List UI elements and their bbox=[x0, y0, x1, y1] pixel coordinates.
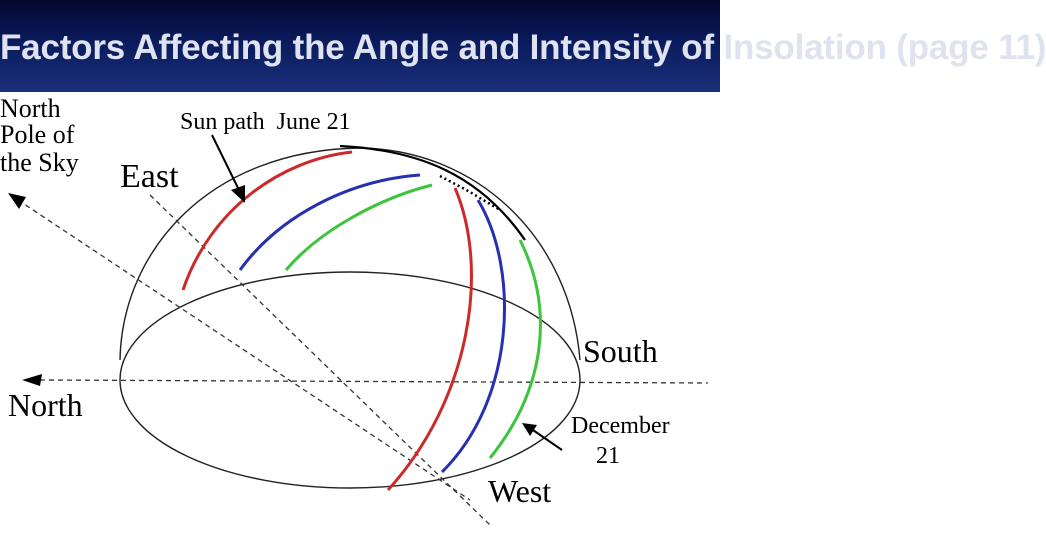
north-pole-label-line1: North bbox=[0, 94, 61, 123]
north-label: North bbox=[8, 387, 83, 423]
sun-path-svg bbox=[0, 92, 720, 540]
pole-axis-line bbox=[18, 200, 470, 500]
june-sun-path bbox=[183, 152, 352, 290]
sun-path-pointer-head bbox=[231, 185, 245, 203]
dome-outline bbox=[120, 148, 580, 360]
east-west-axis-line bbox=[150, 195, 490, 525]
north-south-axis-line bbox=[40, 380, 708, 383]
sun-path-june-label: Sun path June 21 bbox=[180, 109, 351, 135]
slide-header bbox=[0, 0, 1046, 92]
sun-path-diagram bbox=[0, 92, 720, 540]
equinox-sun-path-descending bbox=[442, 200, 505, 472]
horizon-ellipse bbox=[120, 272, 580, 488]
sun-path-pointer-line bbox=[212, 135, 240, 192]
december-pointer-line bbox=[530, 428, 562, 450]
pole-axis-arrowhead bbox=[8, 193, 26, 209]
east-label: East bbox=[120, 158, 179, 195]
equinox-sun-path bbox=[240, 175, 420, 270]
north-pole-label-line3: the Sky bbox=[0, 148, 79, 177]
west-label: West bbox=[488, 473, 552, 509]
december-label-line2: 21 bbox=[596, 443, 620, 469]
south-label: South bbox=[583, 333, 658, 369]
north-pole-label-line2: Pole of bbox=[0, 120, 75, 149]
north-axis-arrowhead bbox=[22, 374, 42, 386]
december-sun-path bbox=[286, 185, 432, 270]
december-label-line1: December bbox=[571, 413, 670, 439]
june-sun-path-descending bbox=[388, 188, 471, 490]
december-pointer-head bbox=[522, 423, 537, 436]
slide-title: Factors Affecting the Angle and Intensity of Insolation (page 11) bbox=[0, 28, 1046, 67]
